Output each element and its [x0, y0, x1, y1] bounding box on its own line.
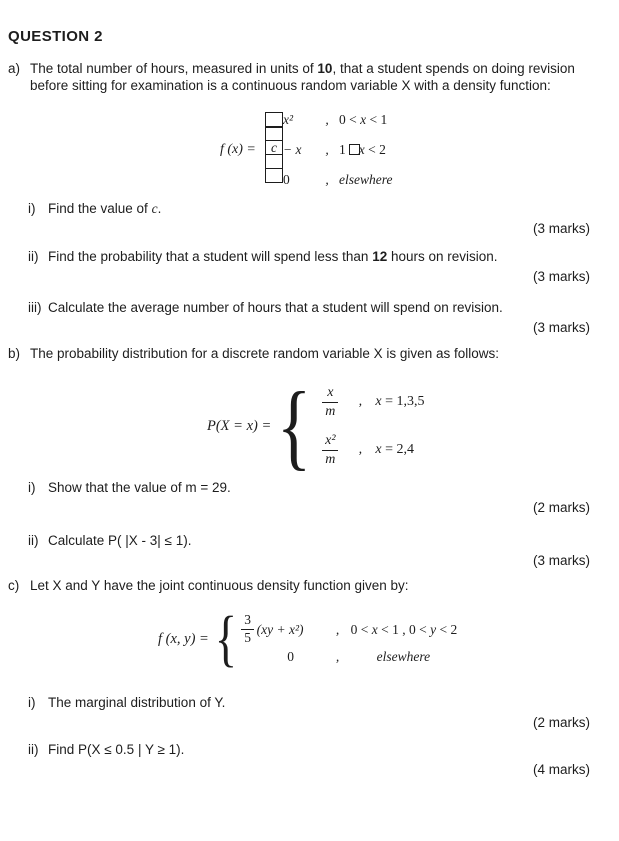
- condition: elsewhere: [376, 648, 431, 664]
- question-item-c-i: i) The marginal distribution of Y. (2 marks): [28, 695, 590, 730]
- boxed-constant-c: c: [271, 139, 277, 155]
- marks-label: (3 marks): [533, 221, 590, 236]
- piecewise-row-2: $\frac{\text{x²}}{m}$ , x = 2,4: [315, 429, 424, 471]
- marks-label: (4 marks): [533, 762, 590, 777]
- formula-lhs: f (x) =: [220, 142, 256, 157]
- part-c-intro: Let X and Y have the joint continuous density function given by:: [30, 578, 409, 593]
- part-b-intro: The probability distribution for a discrete random variable X is given as follows:: [30, 346, 499, 361]
- page-title: QUESTION 2: [8, 28, 103, 45]
- marks-label: (2 marks): [533, 500, 590, 515]
- marks-label: (2 marks): [533, 715, 590, 730]
- piecewise-row-2: − x , 1 x < 2: [283, 142, 386, 157]
- question-item-c-ii: ii) Find P(X ≤ 0.5 | Y ≥ 1). (4 marks): [28, 742, 590, 777]
- item-text: Find P(X ≤ 0.5 | Y ≥ 1).: [48, 742, 185, 757]
- piecewise-row-1: x² , 0 < x < 1: [283, 112, 388, 127]
- expression: x²: [283, 112, 294, 127]
- part-b-label: b): [8, 346, 21, 361]
- piecewise-row-3: 0 , elsewhere: [283, 172, 393, 187]
- question-item-b-ii: ii) Calculate P( |X - 3| ≤ 1). (3 marks): [28, 533, 590, 568]
- question-item-a-i: i) Find the value of c. (3 marks): [28, 201, 590, 236]
- missing-glyph-box-column: [265, 112, 283, 183]
- item-text: Find the probability that a student will spend less than 12 hours on revision.: [48, 249, 498, 264]
- marks-label: (3 marks): [533, 320, 590, 335]
- condition: x = 2,4: [375, 442, 414, 457]
- expression: (xy + x²): [256, 621, 304, 637]
- condition: elsewhere: [339, 172, 393, 187]
- formula-lhs: P(X = x) =: [207, 417, 272, 434]
- item-text: Find the value of c.: [48, 201, 162, 216]
- fraction: $\frac{3}{5}$: [239, 613, 257, 646]
- formula-lhs: f (x, y) =: [158, 630, 209, 647]
- piecewise-row-1: $\frac{3}{5}$ (xy + x²) , 0 < x < 1 , 0 < y < 2: [239, 613, 458, 646]
- expression: − x: [283, 142, 302, 157]
- condition: 0 < x < 1: [339, 112, 388, 127]
- condition: x = 1,3,5: [375, 394, 425, 409]
- item-text: Show that the value of m = 29.: [48, 480, 231, 495]
- expression: 0: [287, 648, 294, 664]
- part-b-heading: [8, 346, 593, 363]
- marks-label: (3 marks): [533, 269, 590, 284]
- item-text: The marginal distribution of Y.: [48, 695, 226, 710]
- question-item-b-i: i) Show that the value of m = 29. (2 marks): [28, 480, 590, 515]
- question-item-a-ii: ii) Find the probability that a student will spend less than 12 hours on revision. (3 marks): [28, 249, 590, 284]
- piecewise-brace: {: [277, 372, 312, 479]
- piecewise-row-2: 0 , elsewhere: [239, 649, 458, 665]
- part-c-heading: [8, 578, 593, 595]
- item-text: Calculate P( |X - 3| ≤ 1).: [48, 533, 192, 548]
- density-function-formula: [222, 112, 437, 194]
- piecewise-row-1: $\frac{x}{m}$ , x = 1,3,5: [315, 381, 424, 423]
- joint-density-formula: [158, 605, 458, 673]
- part-a-heading: [8, 61, 593, 94]
- condition: 1 x < 2: [339, 142, 386, 157]
- probability-distribution-formula: [207, 372, 425, 479]
- fraction: $\frac{\text{x²}}{m}$: [315, 433, 345, 467]
- part-a-intro: The total number of hours, measured in units of 10, that a student spends on doing revision before sitting for examination is a continuous random variable X with a density function:: [30, 61, 575, 93]
- fraction: $\frac{x}{m}$: [315, 385, 345, 419]
- part-c-label: c): [8, 578, 20, 593]
- question-item-a-iii: iii) Calculate the average number of hours that a student will spend on revision. (3 marks): [28, 300, 590, 335]
- expression: 0: [283, 172, 290, 187]
- marks-label: (3 marks): [533, 553, 590, 568]
- piecewise-brace: {: [214, 605, 237, 673]
- item-text: Calculate the average number of hours that a student will spend on revision.: [48, 300, 503, 315]
- condition: 0 < x < 1 , 0 < y < 2: [350, 621, 458, 637]
- missing-glyph-box: [265, 168, 283, 184]
- part-a-label: a): [8, 61, 21, 76]
